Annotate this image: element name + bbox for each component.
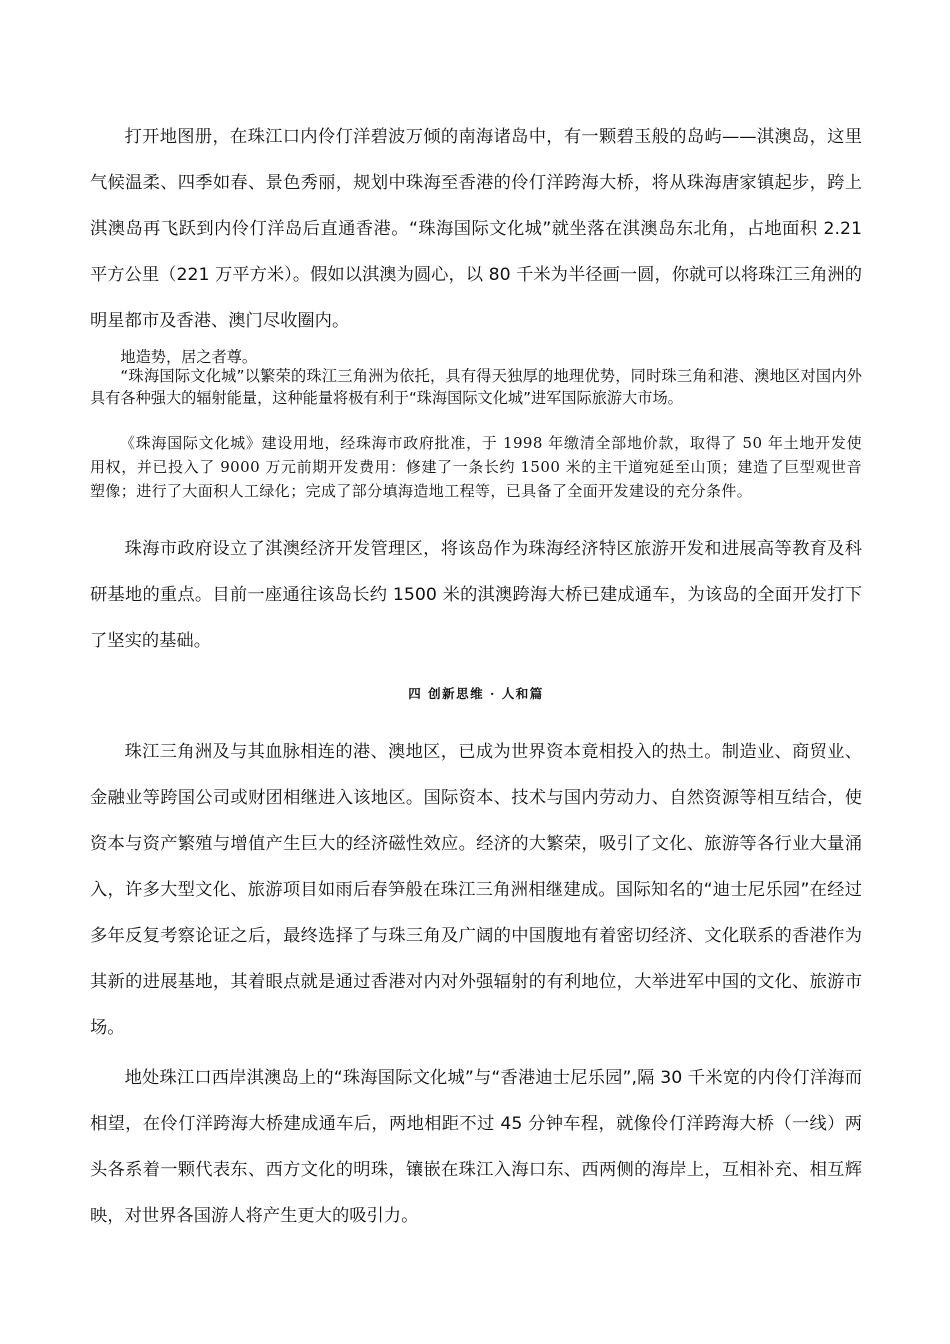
paragraph-twin-pearls: 地处珠江口西岸淇澳岛上的“珠海国际文化城”与“香港迪士尼乐园”,隔 30 千米宽的内伶仃洋海而相望，在伶仃洋跨海大桥建成通车后，两地相距不过 45 分钟车程，就像伶仃洋跨海大桥（一线）两头各系着一颗代表东、西方文化的明珠，镶嵌在珠江入海口东、西两侧的海岸上，互相补充、相互辉映，对世界各国游人将产生更大的吸引力。 — [90, 1068, 862, 1226]
section-heading: 四 创新思维 · 人和篇 — [408, 686, 544, 701]
paragraph-government: 珠海市政府设立了淇澳经济开发管理区，将该岛作为珠海经济特区旅游开发和进展高等教育及科研基地的重点。目前一座通往该岛长约 1500 米的淇澳跨海大桥已建成通车，为该岛的全面开发打下了坚实的基础。 — [90, 539, 862, 651]
paragraph-delta: 珠江三角洲及与其血脉相连的港、澳地区，已成为世界资本竟相投入的热土。制造业、商贸业、金融业等跨国公司或财团相继进入该地区。国际资本、技术与国内劳动力、自然资源等相互结合，使资本与资产繁殖与增值产生巨大的经济磁性效应。经济的大繁荣，吸引了文化、旅游等各行业大量涌入，许多大型文化、旅游项目如雨后春笋般在珠江三角洲相继建成。国际知名的“迪士尼乐园”在经过多年反复考察论证之后，最终选择了与珠三角及广阔的中国腹地有着密切经济、文化联系的香港作为其新的进展基地，其着眼点就是通过香港对内对外强辐射的有利地位，大举进军中国的文化、旅游市场。 — [90, 742, 862, 1038]
paragraph-geo-body: “珠海国际文化城”以繁荣的珠江三角洲为依托，具有得天独厚的地理优势，同时珠三角和港、澳地区对国内外具有各种强大的辐射能量，这种能量将极有利于“珠海国际文化城”进军国际旅游大市场。 — [90, 367, 862, 407]
paragraph-land-use: 《珠海国际文化城》建设用地，经珠海市政府批准，于 1998 年缴清全部地价款，取得了 50 年土地开发使用权，并已投入了 9000 万元前期开发费用：修建了一条长约 1500 米的主干道宛延至山顶；建造了巨型观世音塑像；进行了大面积人工绿化；完成了部分填海造地工程等，已具备了全面开发建设的充分条件。 — [90, 434, 862, 500]
paragraph-geo-title: 地造势，居之者尊。 — [120, 348, 258, 366]
paragraph-intro: 打开地图册，在珠江口内伶仃洋碧波万倾的南海诸岛中，有一颗碧玉般的岛屿——淇澳岛，这里气候温柔、四季如春、景色秀丽，规划中珠海至香港的伶仃洋跨海大桥，将从珠海唐家镇起步，跨上淇澳岛再飞跃到内伶仃洋岛后直通香港。“珠海国际文化城”就坐落在淇澳岛东北角，占地面积 2.21 平方公里（221 万平方米）。假如以淇澳为圆心，以 80 千米为半径画一圆，你就可以将珠江三角洲的明星都市及香港、澳门尽收圈内。 — [90, 127, 862, 331]
